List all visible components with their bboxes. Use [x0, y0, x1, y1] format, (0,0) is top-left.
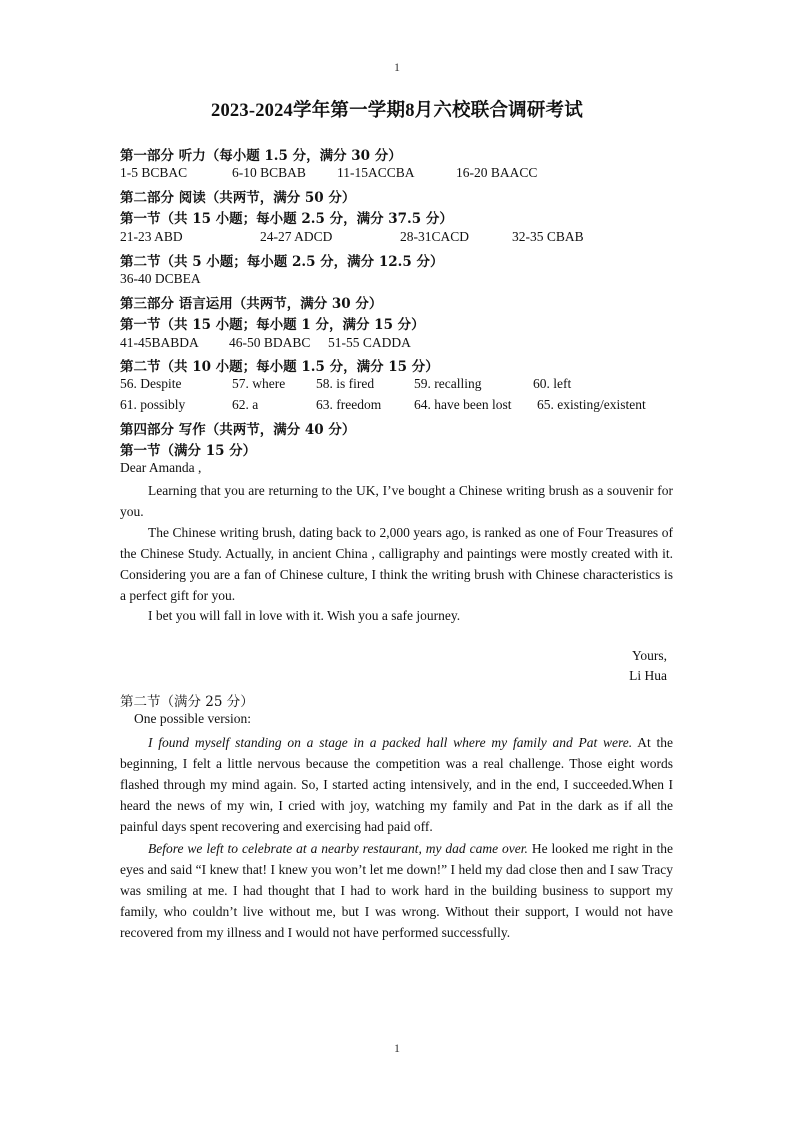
part3-section1-heading: 第一节（共 15 小题；每小题 1 分，满分 15 分）	[120, 317, 425, 333]
answer-item: 32-35 CBAB	[512, 229, 584, 244]
essay-paragraph	[120, 838, 673, 943]
part2-heading: 第二部分 阅读（共两节，满分 50 分）	[120, 190, 356, 206]
part3-heading: 第三部分 语言运用（共两节，满分 30 分）	[120, 296, 383, 312]
answer-item: 59. recalling	[414, 376, 482, 391]
letter-paragraph: The Chinese writing brush, dating back to 2,000 years ago, is ranked as one of Four Treasures of the Chinese Study. Actually, in ancient China , calligraphy and paintings were mostly created with it. Considering you are a fan of Chinese culture, I think the writing brush with Chinese characteristics is a perfect gift for you.	[120, 525, 673, 603]
essay-body-text: At the beginning, I felt a little nervous because the competition was a real challenge. Those eight words flashed through my mind again. So, I started acting intensively, and in the end, I succeeded.When I heard the news of my win, I cried with joy, watching my family and Pat in the dark as if all the painful days spent recovering and exercising had paid off.	[120, 735, 673, 834]
letter-closing: Yours,	[631, 648, 667, 663]
answer-item: 58. is fired	[316, 376, 375, 391]
answer-item: 65. existing/existent	[537, 397, 646, 412]
essay-opening-sentence: I found myself standing on a stage in a packed hall where my family and Pat were.	[148, 735, 633, 750]
part2-section1-heading: 第一节（共 15 小题；每小题 2.5 分，满分 37.5 分）	[120, 211, 453, 227]
answer-item: 46-50 BDABC	[229, 335, 311, 350]
answer-item: 64. have been lost	[414, 397, 512, 412]
answer-item: 61. possibly	[120, 397, 186, 412]
answer-item: 41-45BABDA	[120, 335, 199, 350]
answer-item: 56. Despite	[120, 376, 182, 391]
essay-paragraph	[120, 732, 673, 837]
answer-item: 16-20 BAACC	[456, 165, 538, 180]
answer-item: 62. a	[232, 397, 259, 412]
answer-item: 28-31CACD	[400, 229, 470, 244]
answer-item: 6-10 BCBAB	[232, 165, 306, 180]
answer-item: 36-40 DCBEA	[120, 271, 201, 286]
answer-item: 24-27 ADCD	[260, 229, 333, 244]
answer-item: 21-23 ABD	[120, 229, 183, 244]
exam-title: 2023-2024学年第一学期8月六校联合调研考试	[211, 101, 583, 121]
essay-opening-sentence: Before we left to celebrate at a nearby restaurant, my dad came over.	[148, 841, 528, 856]
answer-item: 11-15ACCBA	[337, 165, 415, 180]
letter-salutation: Dear Amanda ,	[120, 460, 202, 475]
part3-section2-heading: 第二节（共 10 小题；每小题 1.5 分，满分 15 分）	[120, 359, 439, 375]
answer-item: 51-55 CADDA	[328, 335, 411, 350]
letter-signature: Li Hua	[629, 668, 667, 683]
essay-body-text: He looked me right in the eyes and said “I knew that! I knew you won’t let me down!” I held my dad close then and I saw Tracy was smiling at me. I had thought that I had to work hard in the building business to support my family, who couldn’t live without me, but I was wrong. Without their support, I would not have recovered from my illness and I would not have performed successfully.	[120, 841, 673, 940]
letter-paragraph: I bet you will fall in love with it. Wish you a safe journey.	[148, 608, 461, 623]
part4-section1-heading: 第一节（满分 15 分）	[120, 443, 257, 459]
footer-page-number: 1	[394, 1041, 400, 1055]
part4-heading: 第四部分 写作（共两节，满分 40 分）	[120, 422, 356, 438]
header-page-number: 1	[394, 60, 400, 74]
version-label: One possible version:	[134, 711, 251, 726]
part4-section2-heading: 第二节（满分 25 分）	[120, 694, 254, 710]
part2-section2-heading: 第二节（共 5 小题；每小题 2.5 分，满分 12.5 分）	[120, 254, 444, 270]
answer-item: 57. where	[232, 376, 286, 391]
answer-item: 60. left	[533, 376, 572, 391]
answer-item: 1-5 BCBAC	[120, 165, 188, 180]
letter-paragraph: Learning that you are returning to the UK, I’ve bought a Chinese writing brush as a souvenir for you.	[120, 483, 673, 519]
part1-heading: 第一部分 听力（每小题 1.5 分，满分 30 分）	[120, 148, 402, 164]
answer-item: 63. freedom	[316, 397, 382, 412]
